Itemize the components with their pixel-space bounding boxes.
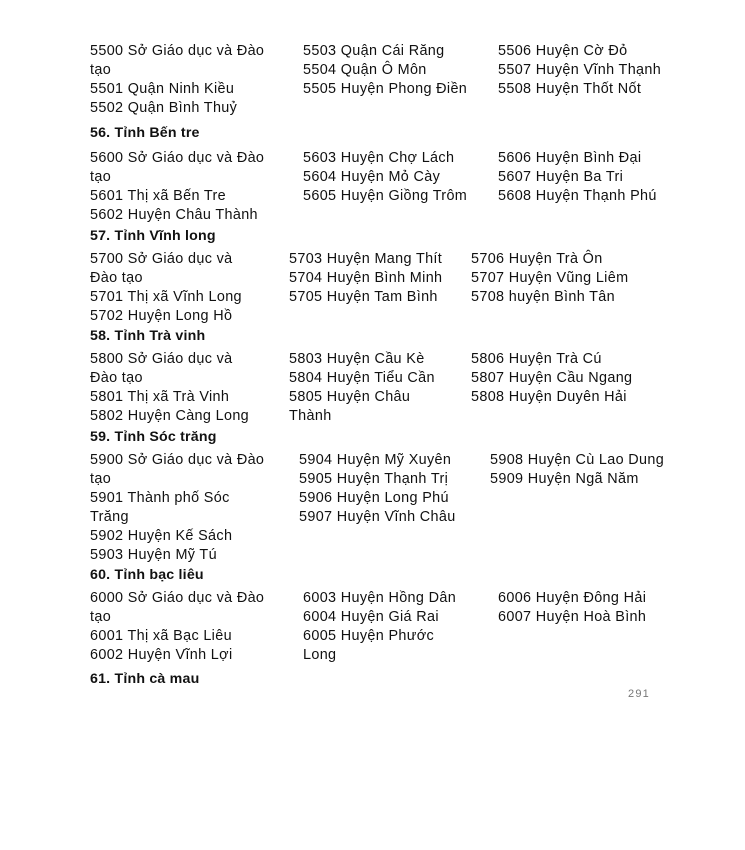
district-item: 5600 Sở Giáo dục và Đào tạo [90, 150, 265, 185]
district-item: 5503 Quận Cái Răng [303, 43, 445, 59]
page-number: 291 [628, 688, 650, 700]
district-item: 5801 Thị xã Trà Vinh [90, 389, 230, 405]
district-item: 5607 Huyện Ba Tri [498, 169, 624, 185]
district-item: 5909 Huyện Ngã Năm [490, 471, 639, 487]
district-item: 5705 Huyện Tam Bình [289, 289, 438, 305]
district-column-2 [303, 149, 498, 225]
section-heading-ca-mau: 61. Tỉnh cà mau [90, 671, 200, 687]
district-item: 5908 Huyện Cù Lao Dung [490, 452, 665, 468]
district-item: 5803 Huyện Cầu Kè [289, 351, 425, 367]
district-item: 5902 Huyện Kế Sách [90, 528, 233, 544]
district-columns [90, 451, 690, 565]
district-column-3 [498, 42, 688, 118]
district-column-2 [299, 451, 490, 565]
district-item: 5703 Huyện Mang Thít [289, 251, 443, 267]
district-item: 6001 Thị xã Bạc Liêu [90, 628, 232, 644]
district-column-3 [490, 451, 688, 565]
district-item: 5907 Huyện Vĩnh Châu [299, 509, 456, 525]
district-item: 6006 Huyện Đông Hải [498, 590, 647, 606]
district-column-3 [471, 350, 671, 426]
district-item: 5502 Quận Bình Thuỷ [90, 100, 238, 116]
district-item: 5501 Quận Ninh Kiều [90, 81, 235, 97]
district-item: 5905 Huyện Thạnh Trị [299, 471, 449, 487]
district-item: 5704 Huyện Bình Minh [289, 270, 443, 286]
district-column-1 [90, 250, 289, 326]
district-item: 5708 huyện Bình Tân [471, 289, 616, 305]
district-item: 5904 Huyện Mỹ Xuyên [299, 452, 452, 468]
district-column-2 [289, 350, 471, 426]
district-item: 5504 Quận Ô Môn [303, 62, 427, 78]
district-column-3 [498, 589, 688, 665]
district-item: 5603 Huyện Chợ Lách [303, 150, 455, 166]
district-item: 5903 Huyện Mỹ Tú [90, 547, 217, 563]
district-column-2 [289, 250, 471, 326]
district-column-2 [303, 42, 498, 118]
district-item: 5606 Huyện Bình Đại [498, 150, 642, 166]
district-item: 6005 Huyện Phước Long [303, 628, 435, 663]
section-heading-ben-tre: 56. Tỉnh Bến tre [90, 125, 200, 141]
district-column-1 [90, 451, 299, 565]
district-column-3 [471, 250, 671, 326]
district-item: 5508 Huyện Thốt Nốt [498, 81, 642, 97]
section-tra-vinh [90, 350, 690, 426]
district-item: 5601 Thị xã Bến Tre [90, 188, 226, 204]
district-item: 6004 Huyện Giá Rai [303, 609, 439, 625]
district-item: 5602 Huyện Châu Thành [90, 207, 258, 223]
section-bac-lieu [90, 589, 690, 665]
section-heading-vinh-long: 57. Tỉnh Vĩnh long [90, 228, 216, 244]
district-item: 5808 Huyện Duyên Hải [471, 389, 627, 405]
district-columns [90, 42, 690, 118]
district-item: 5804 Huyện Tiểu Cần [289, 370, 435, 386]
section-soc-trang [90, 451, 690, 565]
district-item: 6003 Huyện Hồng Dân [303, 590, 457, 606]
section-heading-tra-vinh: 58. Tỉnh Trà vinh [90, 328, 206, 344]
district-item: 5604 Huyện Mỏ Cày [303, 169, 441, 185]
district-column-2 [303, 589, 498, 665]
district-item: 5608 Huyện Thạnh Phú [498, 188, 657, 204]
section-heading-soc-trang: 59. Tỉnh Sóc trăng [90, 429, 217, 445]
district-columns [90, 250, 690, 326]
district-item: 5901 Thành phố Sóc Trăng [90, 490, 230, 525]
district-item: 5900 Sở Giáo dục và Đào tạo [90, 452, 265, 487]
district-item: 6007 Huyện Hoà Bình [498, 609, 647, 625]
district-column-1 [90, 350, 289, 426]
district-item: 5702 Huyện Long Hồ [90, 308, 233, 324]
district-item: 5807 Huyện Cầu Ngang [471, 370, 633, 386]
district-columns [90, 589, 690, 665]
section-vinh-long [90, 250, 690, 326]
district-item: 5507 Huyện Vĩnh Thạnh [498, 62, 662, 78]
district-item: 5707 Huyện Vũng Liêm [471, 270, 629, 286]
district-item: 5500 Sở Giáo dục và Đào tạo [90, 43, 265, 78]
section-heading-bac-lieu: 60. Tỉnh bạc liêu [90, 567, 204, 583]
section-ben-tre [90, 149, 690, 225]
district-item: 6000 Sở Giáo dục và Đào tạo [90, 590, 265, 625]
district-item: 5506 Huyện Cờ Đỏ [498, 43, 628, 59]
district-item: 5706 Huyện Trà Ôn [471, 251, 603, 267]
district-columns [90, 149, 690, 225]
district-column-1 [90, 149, 303, 225]
district-item: 5605 Huyện Giồng Trôm [303, 188, 468, 204]
district-item: 5800 Sở Giáo dục và Đào tạo [90, 351, 233, 386]
district-item: 5806 Huyện Trà Cú [471, 351, 602, 367]
district-column-1 [90, 589, 303, 665]
district-item: 5805 Huyện Châu Thành [289, 389, 411, 424]
district-item: 5802 Huyện Càng Long [90, 408, 250, 424]
district-item: 5505 Huyện Phong Điền [303, 81, 468, 97]
district-item: 6002 Huyện Vĩnh Lợi [90, 647, 233, 663]
district-item: 5700 Sở Giáo dục và Đào tạo [90, 251, 233, 286]
district-column-1 [90, 42, 303, 118]
district-column-3 [498, 149, 688, 225]
district-columns [90, 350, 690, 426]
district-item: 5906 Huyện Long Phú [299, 490, 449, 506]
district-item: 5701 Thị xã Vĩnh Long [90, 289, 242, 305]
section-can-tho-continued [90, 42, 690, 118]
